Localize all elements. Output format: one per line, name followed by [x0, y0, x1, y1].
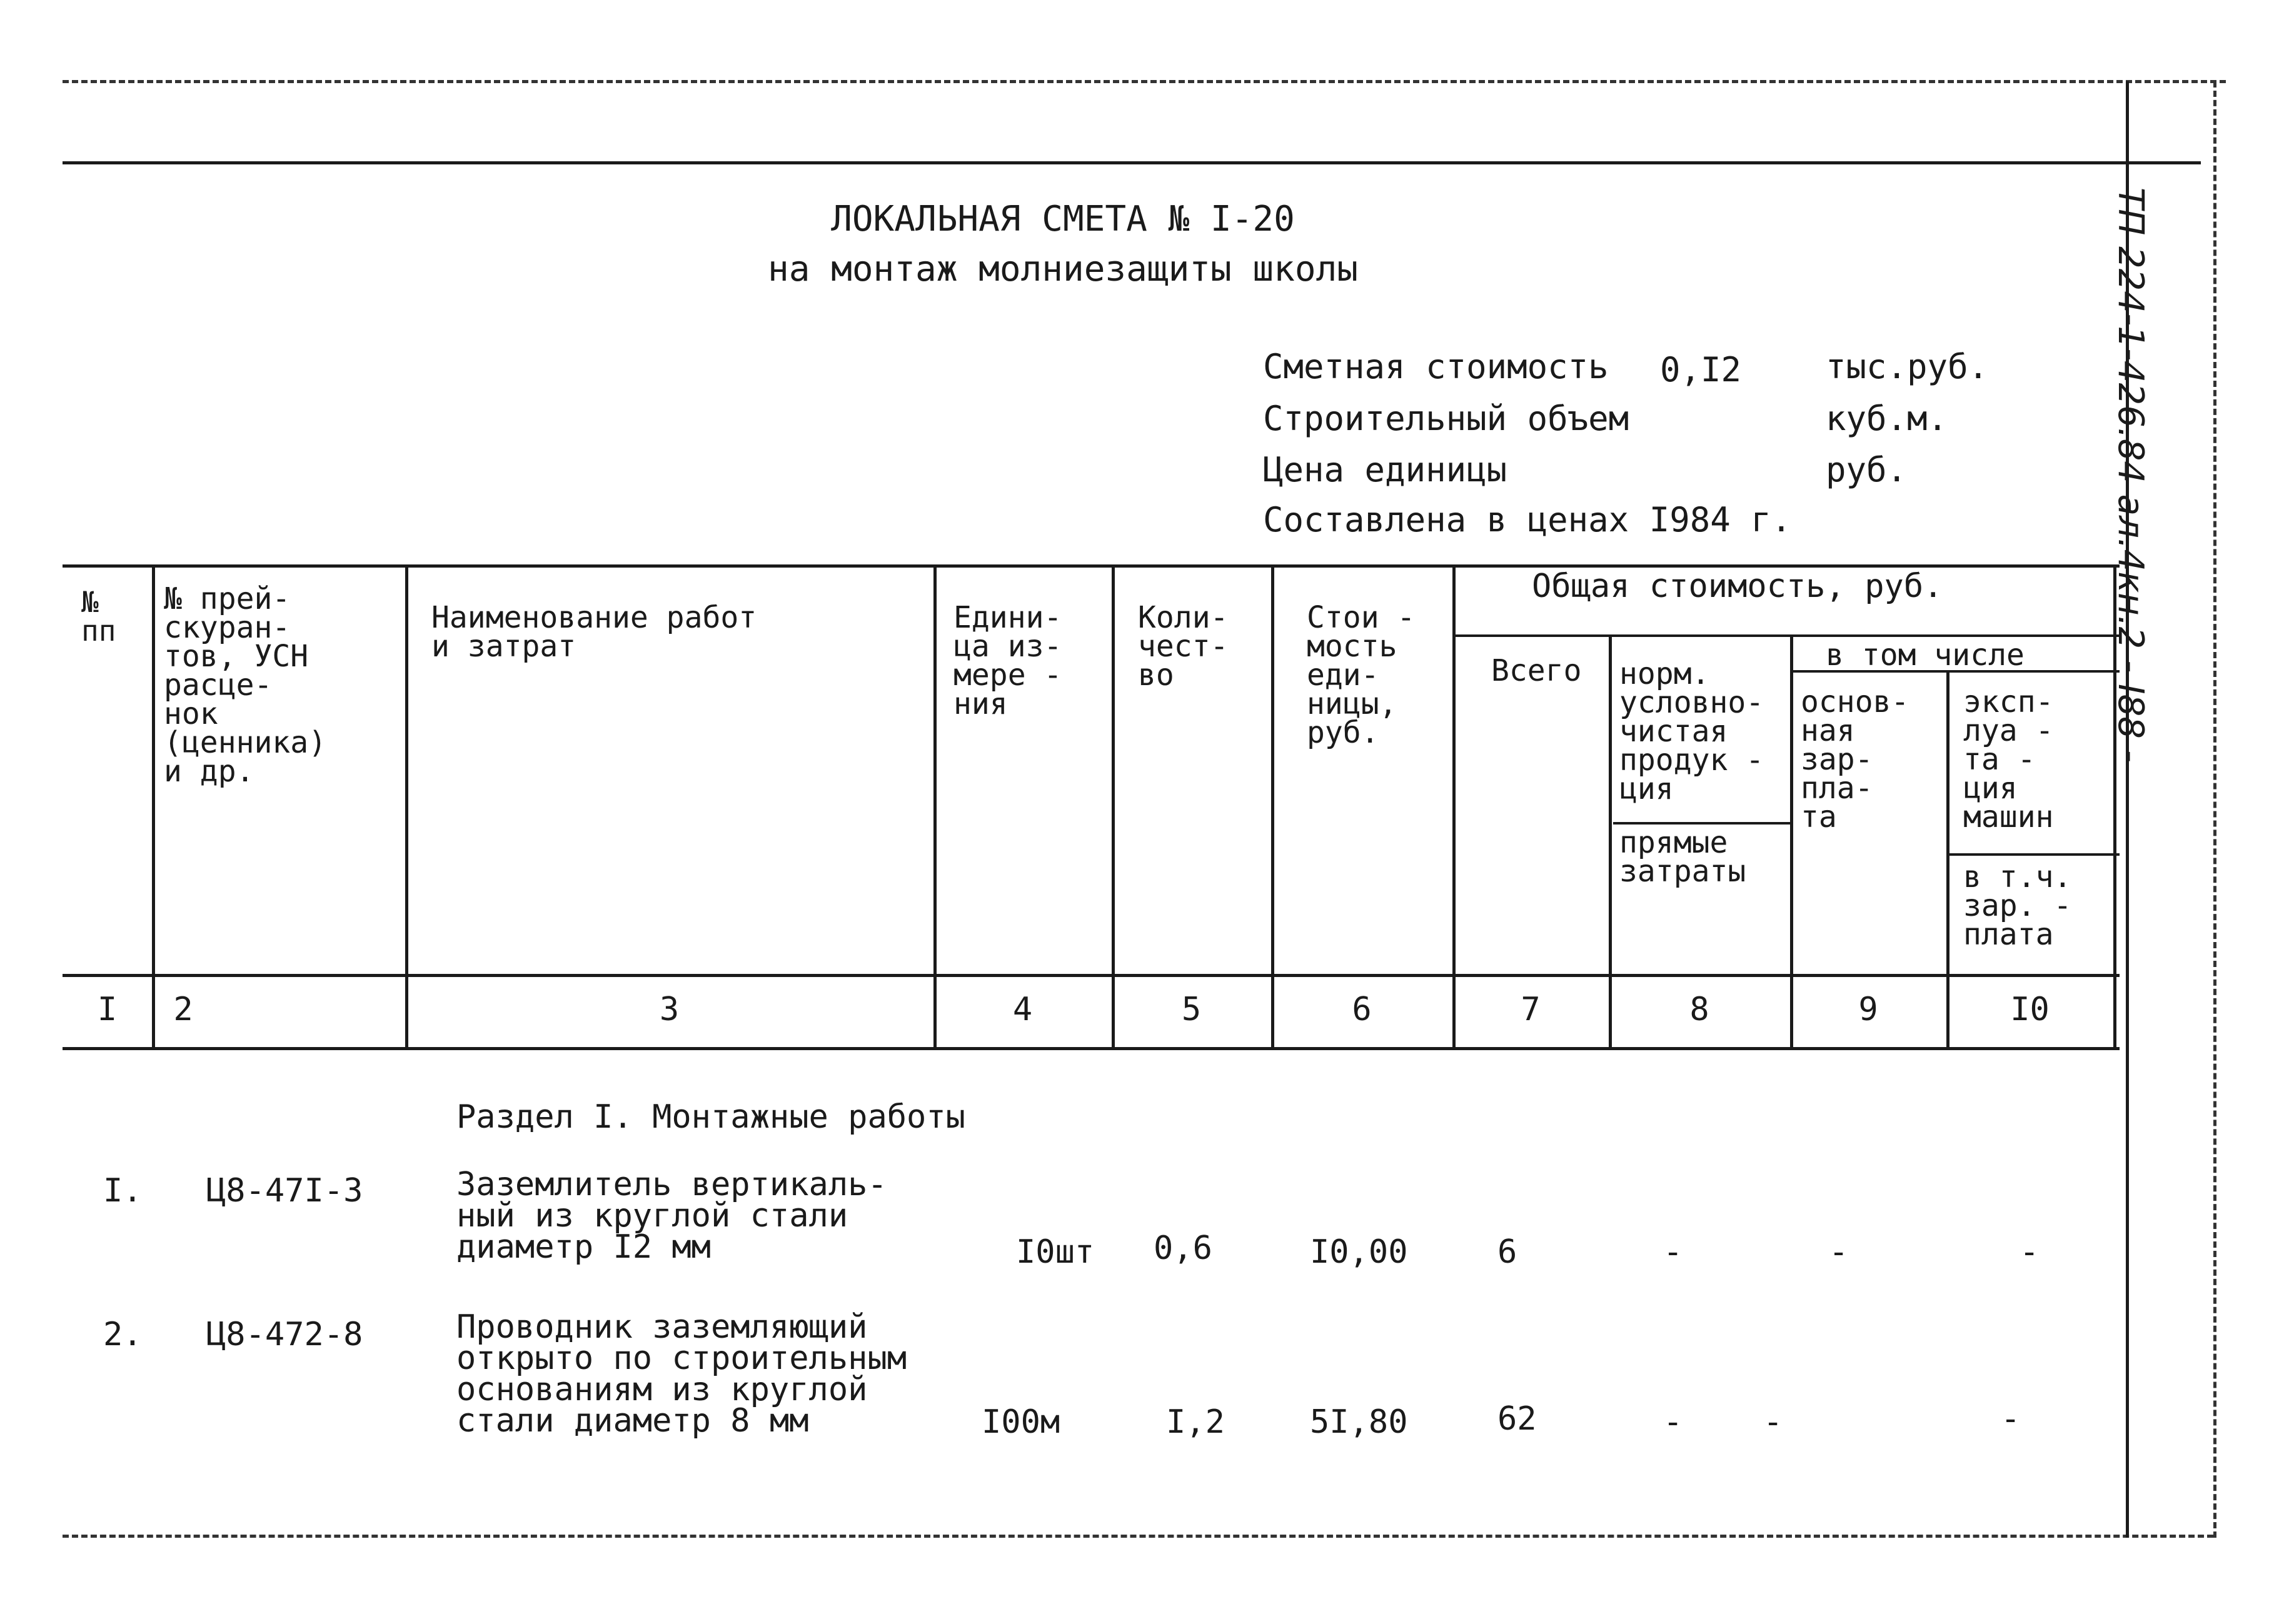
col-sep-7: [1609, 636, 1612, 1048]
unit-price-unit: руб.: [1826, 450, 1908, 489]
cost-label: Сметная стоимость: [1263, 347, 1609, 386]
row-c10: -: [2001, 1400, 2021, 1438]
document-subtitle: на монтаж молниезащиты школы: [767, 249, 1358, 289]
total-group-line: [1454, 634, 2120, 637]
colnum-5: 5: [1181, 991, 1202, 1028]
cost-unit: тыс.руб.: [1826, 347, 1989, 386]
c10-split-line: [1948, 853, 2120, 856]
header-row-num: № пп: [81, 585, 116, 648]
row-name: Проводник заземляющий открыто по строительным основаниям из круглой стали диаметр 8 мм: [456, 1308, 907, 1440]
header-base-salary: основ- ная зар- пла- та: [1801, 684, 1909, 835]
col-sep-1: [152, 566, 155, 1048]
colnum-3: 3: [659, 991, 680, 1028]
header-bottom-line: [63, 974, 2120, 977]
unit-price-label: Цена единицы: [1263, 450, 1507, 489]
row-qty: 0,6: [1154, 1230, 1212, 1267]
colnum-4: 4: [1012, 991, 1033, 1028]
colnum-10: I0: [2010, 991, 2050, 1028]
row-c8: -: [1663, 1233, 1683, 1271]
volume-unit: куб.м.: [1826, 399, 1948, 438]
row-qty: I,2: [1166, 1403, 1225, 1441]
row-total: 6: [1497, 1233, 1517, 1271]
row-total: 62: [1497, 1400, 1537, 1438]
col-sep-8: [1790, 636, 1793, 1048]
col-sep-2: [405, 566, 408, 1048]
c8-split-line: [1613, 822, 1791, 825]
col-sep-6: [1452, 566, 1456, 1048]
header-price-list: № прей- скуран- тов, УСН расце- нок (ценника) и др.: [164, 581, 327, 789]
col-sep-5: [1271, 566, 1274, 1048]
colnum-9: 9: [1858, 991, 1878, 1028]
header-work-name: Наименование работ и затрат: [431, 600, 757, 664]
top-dashed-border: [63, 80, 2226, 83]
row-price: 5I,80: [1310, 1403, 1408, 1441]
col-sep-10: [2113, 566, 2116, 1048]
colnum-1: I: [97, 991, 118, 1028]
row-number: I.: [103, 1172, 143, 1210]
colnum-bottom-line: [63, 1047, 2120, 1050]
header-incl-group: в том числе: [1826, 638, 2025, 673]
prices-label: Составлена в ценах I984 г.: [1263, 500, 1792, 539]
cost-value: 0,I2: [1660, 350, 1742, 389]
header-net-product: норм. условно- чистая продук - ция: [1619, 656, 1764, 806]
row-c8: -: [1663, 1403, 1683, 1441]
row-name: Заземлитель вертикаль- ный из круглой стали диаметр I2 мм: [456, 1166, 887, 1266]
row-code: Ц8-47I-3: [206, 1172, 363, 1210]
header-total-group: Общая стоимость, руб.: [1532, 568, 1943, 605]
document-stamp: ТП 224-1-426.84 ал.4кн.2 - I88 -: [2110, 188, 2151, 763]
header-machine-use: эксп- луа - та - ция машин: [1963, 684, 2054, 835]
header-quantity: Коли- чест- во: [1138, 600, 1229, 693]
header-unit-cost: Стои - мость еди- ницы, руб.: [1307, 600, 1416, 750]
row-price: I0,00: [1310, 1233, 1408, 1271]
colnum-6: 6: [1352, 991, 1372, 1028]
header-incl-salary: в т.ч. зар. - плата: [1963, 860, 2072, 952]
header-rule: [63, 161, 2201, 164]
header-unit: Едини- ца из- мере - ния: [953, 600, 1062, 721]
colnum-7: 7: [1521, 991, 1541, 1028]
row-number: 2.: [103, 1316, 143, 1353]
col-sep-3: [933, 566, 937, 1048]
right-margin-dashed: [2213, 81, 2216, 1538]
colnum-8: 8: [1689, 991, 1709, 1028]
row-c9: -: [1829, 1233, 1849, 1271]
header-direct-costs: прямые затраты: [1619, 825, 1746, 889]
document-title: ЛОКАЛЬНАЯ СМЕТА № I-20: [831, 199, 1295, 239]
col-sep-4: [1112, 566, 1115, 1048]
row-c10: -: [2020, 1233, 2040, 1271]
header-total: Всего: [1491, 653, 1582, 688]
row-c9: -: [1763, 1403, 1783, 1441]
row-unit: I0шт: [1016, 1233, 1095, 1271]
bottom-dashed-border: [63, 1535, 2213, 1538]
volume-label: Строительный объем: [1263, 399, 1629, 438]
colnum-2: 2: [173, 991, 193, 1028]
section-title: Раздел I. Монтажные работы: [456, 1098, 965, 1136]
row-code: Ц8-472-8: [206, 1316, 363, 1353]
row-unit: I00м: [982, 1403, 1060, 1441]
